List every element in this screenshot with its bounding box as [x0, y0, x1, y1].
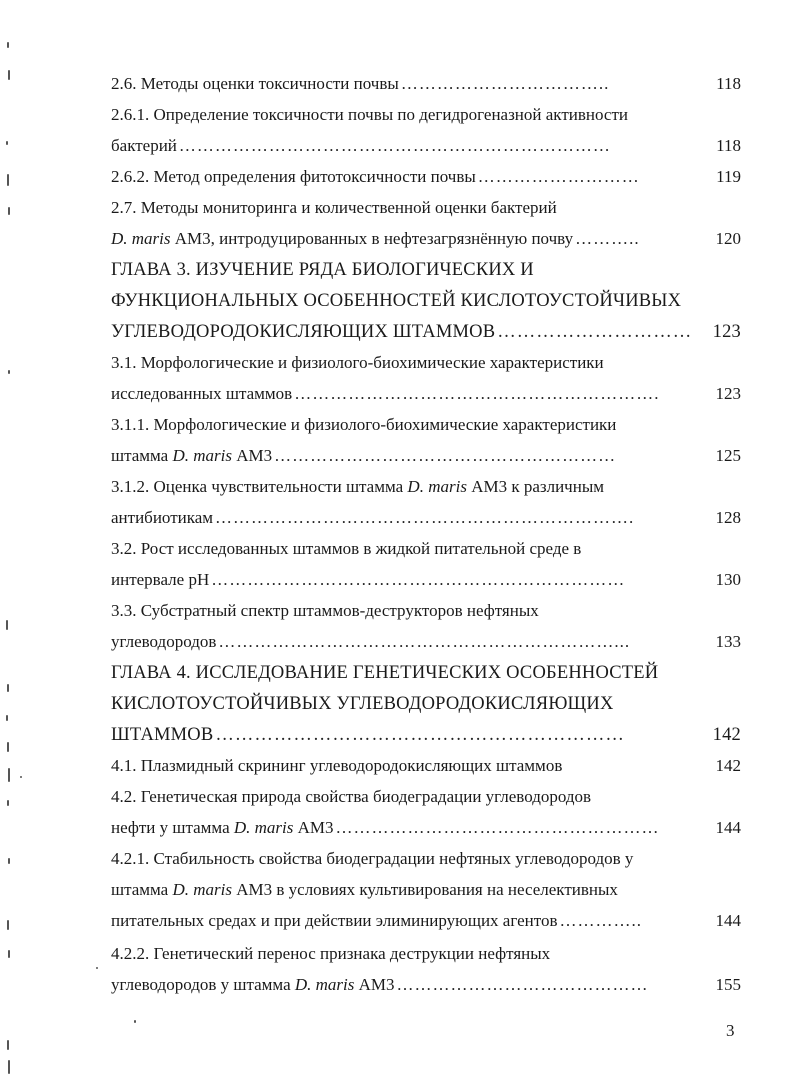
toc-entry-3-1[interactable]	[111, 349, 741, 377]
toc-entry-title: бактерий	[111, 136, 177, 155]
toc-page-number: 144	[715, 818, 741, 837]
species-name: D. maris	[172, 446, 232, 465]
toc-leader-dots: …………………………………………………	[274, 446, 617, 465]
toc-page-number: 130	[715, 570, 741, 589]
species-name: D. maris	[172, 880, 232, 899]
toc-entry-3-1-2-cont[interactable]	[111, 504, 741, 532]
toc-leader-dots: ………………………………………………………………	[178, 136, 611, 155]
toc-page-number: 118	[716, 136, 741, 155]
scan-speck	[7, 174, 9, 186]
species-name: D. maris	[294, 975, 355, 994]
toc-entry-title: 2.7. Методы мониторинга и количественной оценки бактерий	[111, 198, 557, 217]
toc-chapter-title: КИСЛОТОУСТОЙЧИВЫХ УГЛЕВОДОРОДОКИСЛЯЮЩИХ	[111, 694, 614, 714]
toc-entry-title	[111, 971, 395, 999]
scan-speck	[7, 800, 9, 806]
toc-entry-title: 4.2.1. Стабильность свойства биодеградации нефтяных углеводородов у	[111, 849, 634, 868]
title-part: 3.1.2. Оценка чувствительности штамма	[111, 477, 408, 496]
scan-speck	[6, 141, 8, 145]
toc-page-number: 123	[712, 322, 741, 342]
toc-leader-dots: …………..	[559, 911, 642, 930]
toc-leader-dots: …………………………………………………….	[294, 384, 660, 403]
toc-entry-4-2-1-line-2[interactable]	[111, 876, 741, 904]
toc-chapter-title: ГЛАВА 4. ИССЛЕДОВАНИЕ ГЕНЕТИЧЕСКИХ ОСОБЕННОСТЕЙ	[111, 663, 659, 683]
toc-chapter-3-line-2[interactable]	[111, 287, 741, 315]
toc-leader-dots: ……………………………..	[400, 74, 610, 93]
toc-leader-dots: …………………………	[497, 322, 693, 342]
title-part: нефти у штамма	[111, 818, 234, 837]
toc-leader-dots: ………………………………………………	[335, 818, 660, 837]
toc-entry-4-2-2-cont[interactable]	[111, 971, 741, 999]
toc-entry-title	[111, 442, 272, 470]
toc-entry-title	[111, 814, 334, 842]
toc-entry-title: 4.2.2. Генетический перенос признака деструкции нефтяных	[111, 944, 551, 963]
toc-entry-4-2-2[interactable]	[111, 940, 741, 968]
toc-entry-title: 3.1.1. Морфологические и физиолого-биохимические характеристики	[111, 415, 617, 434]
toc-entry-3-1-1-cont[interactable]	[111, 442, 741, 470]
toc-page-number: 120	[715, 229, 741, 248]
toc-page-number: 123	[715, 384, 741, 403]
species-name: D. maris	[407, 477, 467, 496]
title-part: углеводородов у штамма	[111, 975, 295, 994]
toc-leader-dots: …………………………………………………………….	[215, 508, 635, 527]
toc-entry-title: 3.1. Морфологические и физиолого-биохимические характеристики	[111, 353, 604, 372]
toc-leader-dots: ……………………………………………………………	[211, 570, 626, 589]
scan-speck	[8, 1060, 10, 1074]
title-part: штамма	[111, 880, 173, 899]
species-name: D. maris	[233, 818, 294, 837]
toc-entry-2-7[interactable]	[111, 194, 741, 222]
scan-speck	[96, 967, 98, 969]
title-part: АМ3	[231, 446, 273, 465]
toc-leader-dots: …………………………………………………………...	[218, 632, 631, 651]
toc-entry-4-1[interactable]	[111, 752, 741, 780]
toc-page-number: 142	[712, 725, 741, 745]
toc-entry-2-6[interactable]	[111, 70, 741, 98]
toc-page-number: 144	[715, 911, 741, 930]
toc-entry-3-1-cont[interactable]	[111, 380, 741, 408]
toc-entry-title: углеводородов	[111, 632, 217, 651]
scan-speck	[7, 684, 9, 692]
toc-chapter-title: УГЛЕВОДОРОДОКИСЛЯЮЩИХ ШТАММОВ	[111, 322, 496, 342]
toc-entry-4-2-1[interactable]	[111, 845, 741, 873]
toc-page-number: 142	[715, 756, 741, 775]
toc-entry-title	[111, 876, 741, 904]
toc-entry-2-7-cont[interactable]	[111, 225, 741, 253]
scan-speck	[8, 370, 10, 374]
toc-entry-2-6-1-cont[interactable]	[111, 132, 741, 160]
title-part: штамма	[111, 446, 173, 465]
toc-chapter-4-line-2[interactable]	[111, 690, 741, 718]
scan-speck	[7, 920, 9, 930]
toc-entry-4-2-cont[interactable]	[111, 814, 741, 842]
toc-entry-title: исследованных штаммов	[111, 384, 293, 403]
scan-speck	[7, 1040, 9, 1050]
toc-page-number: 119	[716, 167, 741, 186]
toc-chapter-title: ШТАММОВ	[111, 725, 214, 745]
scan-speck	[8, 950, 10, 958]
toc-entry-title	[111, 225, 573, 253]
title-part: АМ3	[354, 975, 395, 994]
toc-chapter-title: ФУНКЦИОНАЛЬНЫХ ОСОБЕННОСТЕЙ КИСЛОТОУСТОЙЧИВЫХ	[111, 291, 682, 311]
toc-entry-title: 4.1. Плазмидный скрининг углеводородокисляющих штаммов	[111, 756, 563, 775]
scan-speck	[8, 207, 10, 215]
toc-page-number: 133	[715, 632, 741, 651]
toc-entry-3-3[interactable]	[111, 597, 741, 625]
toc-page-number: 125	[715, 446, 741, 465]
toc-entry-title: 2.6.2. Метод определения фитотоксичности почвы	[111, 167, 476, 186]
toc-entry-title: 2.6.1. Определение токсичности почвы по дегидрогеназной активности	[111, 105, 628, 124]
toc-entry-4-2-1-line-3[interactable]	[111, 907, 741, 935]
page-number: 3	[726, 1021, 735, 1040]
toc-entry-title	[111, 473, 741, 501]
toc-chapter-3[interactable]	[111, 256, 741, 284]
toc-entry-3-2[interactable]	[111, 535, 741, 563]
scan-speck	[6, 715, 8, 721]
title-part: АМ3 в условиях культивирования на неселективных	[231, 880, 618, 899]
toc-entry-title: интервале рН	[111, 570, 210, 589]
toc-entry-2-6-2[interactable]	[111, 163, 741, 191]
title-part: АМ3 к различным	[466, 477, 605, 496]
toc-chapter-3-line-3[interactable]	[111, 318, 741, 346]
toc-page-number: 155	[715, 975, 741, 994]
species-name: D. maris	[111, 229, 171, 248]
scan-speck	[6, 620, 8, 630]
toc-entry-title: питательных средах и при действии элиминирующих агентов	[111, 911, 558, 930]
toc-entry-title: 3.2. Рост исследованных штаммов в жидкой питательной среде в	[111, 539, 582, 558]
toc-entry-title: 3.3. Субстратный спектр штаммов-деструкторов нефтяных	[111, 601, 539, 620]
scan-speck	[7, 742, 9, 752]
toc-entry-title: 4.2. Генетическая природа свойства биодеградации углеводородов	[111, 787, 592, 806]
title-part: АМ3	[293, 818, 334, 837]
toc-entry-3-2-cont[interactable]	[111, 566, 741, 594]
scan-speck	[8, 70, 10, 80]
toc-entry-3-3-cont[interactable]	[111, 628, 741, 656]
toc-chapter-4-line-3[interactable]	[111, 721, 741, 749]
toc-entry-4-2[interactable]	[111, 783, 741, 811]
toc-leader-dots: ………………………………………………………	[215, 725, 625, 745]
scan-speck	[134, 1020, 136, 1023]
scan-speck	[8, 858, 10, 864]
toc-entry-title: антибиотикам	[111, 508, 214, 527]
toc-entry-title: 2.6. Методы оценки токсичности почвы	[111, 74, 399, 93]
scan-speck	[7, 42, 9, 48]
toc-page-number: 118	[716, 74, 741, 93]
toc-entry-3-1-1[interactable]	[111, 411, 741, 439]
scan-speck	[8, 768, 10, 782]
toc-leader-dots: ……………………………………	[396, 975, 649, 994]
toc-chapter-title: ГЛАВА 3. ИЗУЧЕНИЕ РЯДА БИОЛОГИЧЕСКИХ И	[111, 260, 534, 280]
title-part: АМ3, интродуцированных в нефтезагрязнённую почву	[170, 229, 574, 248]
toc-entry-2-6-1[interactable]	[111, 101, 741, 129]
toc-leader-dots: ………………………	[477, 167, 640, 186]
toc-entry-3-1-2[interactable]	[111, 473, 741, 501]
scan-speck	[20, 776, 22, 778]
toc-chapter-4[interactable]	[111, 659, 741, 687]
toc-leader-dots: ………..	[575, 229, 640, 248]
toc-page-number: 128	[715, 508, 741, 527]
